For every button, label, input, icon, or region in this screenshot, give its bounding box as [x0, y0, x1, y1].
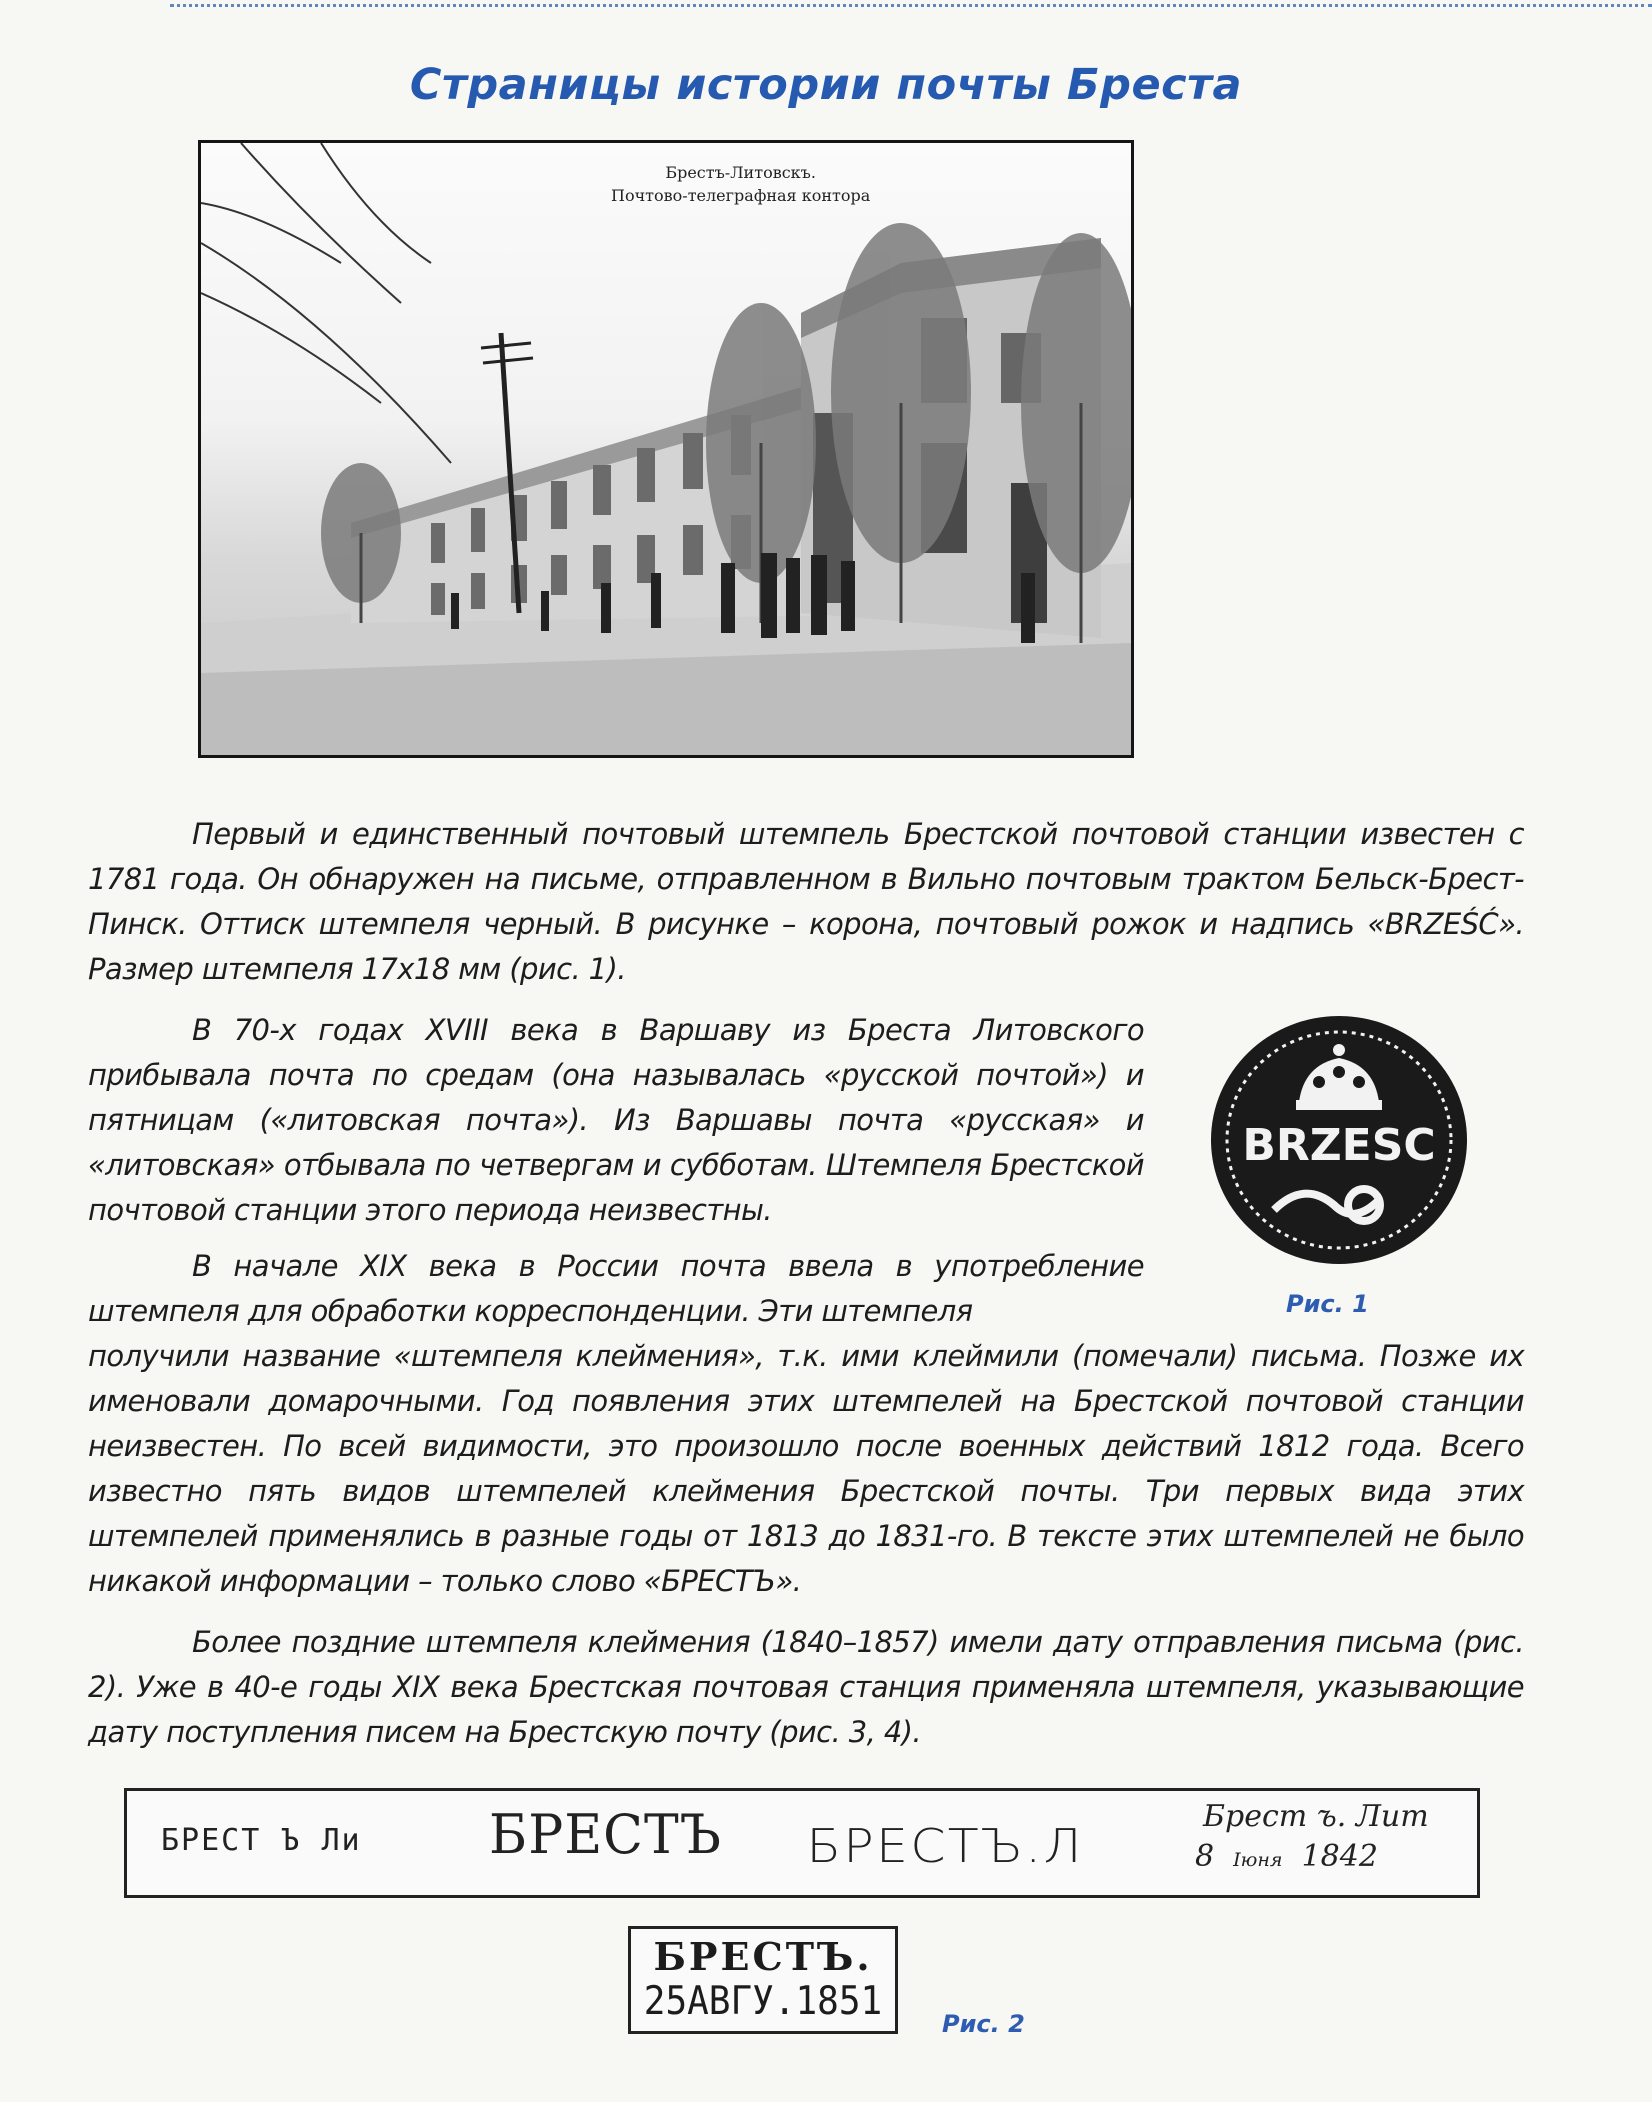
stamp-brest-large: БРЕСТЪ	[489, 1803, 722, 1867]
stamp-year: 1842	[1301, 1839, 1378, 1874]
photo-illustration	[201, 143, 1131, 755]
paragraph-1	[88, 812, 1524, 992]
paragraph-3-continued-text: получили название «штемпеля клеймения», т.к. ими клеймили (помечали) письма. Позже их именовали домарочными. Год появления этих штемпелей на Брестской почтовой станции неизвестен. По всей видимости, это произошло после военных действий 1812 года. Всего известно пять видов штемпелей клеймения Брестской почты. Три первых вида этих штемпелей применялись в разные годы от 1813 до 1831-го. В тексте этих штемпелей не было никакой информации – только слово «БРЕСТЪ».	[88, 1339, 1524, 1598]
date-stamp-1851	[628, 1926, 898, 2034]
stamp-day: 8	[1195, 1839, 1215, 1874]
paragraph-1-text: Первый и единственный почтовый штемпель Брестской почтовой станции известен с 1781 года. Он обнаружен на письме, отправленном в Вильно почтовым трактом Бельск-Брест-Пинск. Оттиск штемпеля черный. В рисунке – корона, почтовый рожок и надпись «BRZEŚĆ». Размер штемпеля 17х18 мм (рис. 1).	[88, 817, 1524, 986]
paragraph-4-text: Более поздние штемпеля клеймения (1840–1857) имели дату отправления письма (рис. 2). Уже в 40-е годы XIX века Брестская почтовая станция применяла штемпеля, указывающие дату поступления писем на Брестскую почту (рис. 3, 4).	[88, 1625, 1524, 1749]
figure-2-caption: Рис. 2	[942, 2010, 1025, 2038]
photo-caption	[611, 161, 870, 207]
paragraph-2	[88, 1008, 1144, 1233]
photo-caption-line2: Почтово-телеграфная контора	[611, 186, 871, 205]
stamp-text: BRZESC	[1242, 1120, 1436, 1171]
paragraph-2-text: В 70-х годах XVIII века в Варшаву из Бреста Литовского прибывала почта по средам (она называлась «русской почтой») и пятницам («литовская почта»). Из Варшавы почта «русская» и «литовская» отбывала по четвергам и субботам. Штемпеля Брестской почтовой станции этого периода неизвестны.	[88, 1013, 1144, 1227]
photo-caption-line1: Брестъ-Литовскъ.	[665, 163, 816, 182]
post-office-photo	[198, 140, 1134, 758]
date-stamp-line2: 25АВГУ.1851	[643, 1978, 883, 2024]
date-stamp-line1: БРЕСТЪ.	[653, 1934, 873, 1979]
stamp-brest-lit-line1: Брест ъ. Лит	[1203, 1799, 1429, 1834]
brzesc-stamp-figure	[1204, 1010, 1474, 1270]
top-dotted-rule	[170, 4, 1652, 7]
paragraph-3-continued	[88, 1334, 1524, 1604]
stamps-row	[124, 1788, 1480, 1898]
stamp-brest-l: БРЕСТЪ.Л	[806, 1819, 1084, 1873]
page-title: Страницы истории почты Бреста	[409, 60, 1243, 110]
figure-1-caption: Рис. 1	[1286, 1290, 1369, 1318]
paragraph-3-start	[88, 1244, 1144, 1334]
stamp-brest-li: БРЕСТ Ъ Ли	[161, 1823, 362, 1858]
paragraph-3-start-text: В начале XIX века в России почта ввела в употребление штемпеля для обработки корреспонденции. Эти штемпеля	[88, 1249, 1144, 1328]
paragraph-4	[88, 1620, 1524, 1755]
stamp-month: Iюня	[1233, 1849, 1283, 1871]
stamp-brest-lit-date	[1195, 1839, 1378, 1874]
